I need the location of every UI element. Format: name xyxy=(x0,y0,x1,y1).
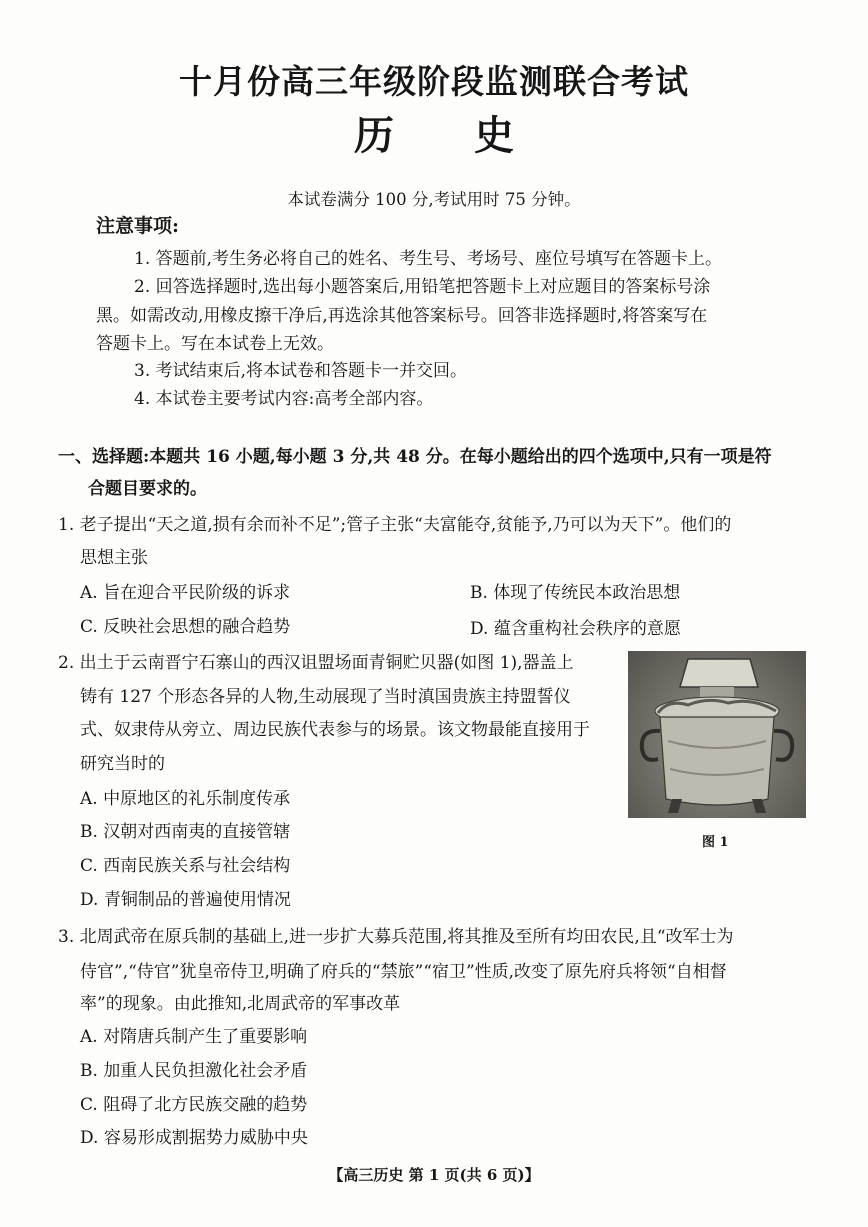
option-c: C. 西南民族关系与社会结构 xyxy=(80,856,291,876)
question-stem: 式、奴隶侍从旁立、周边民族代表参与的场景。该文物最能直接用于 xyxy=(80,720,590,740)
note-line: 4. 本试卷主要考试内容:高考全部内容。 xyxy=(134,389,434,409)
note-line: 答题卡上。写在本试卷上无效。 xyxy=(96,334,334,354)
option-a: A. 中原地区的礼乐制度传承 xyxy=(80,789,291,809)
section-heading: 合题目要求的。 xyxy=(88,479,207,499)
page-footer: 【高三历史 第 1 页(共 6 页)】 xyxy=(328,1166,540,1184)
question-stem: 1. 老子提出“天之道,损有余而补不足”;管子主张“夫富能夺,贫能予,乃可以为天下”。他们的 xyxy=(58,515,732,535)
figure-caption: 图 1 xyxy=(702,835,729,850)
note-line: 黑。如需改动,用橡皮擦干净后,再选涂其他答案标号。回答非选择题时,将答案写在 xyxy=(96,306,708,326)
section-heading: 一、选择题:本题共 16 小题,每小题 3 分,共 48 分。在每小题给出的四个选项中,只有一项是符 xyxy=(58,447,772,467)
exam-info: 本试卷满分 100 分,考试用时 75 分钟。 xyxy=(287,190,581,209)
note-line: 3. 考试结束后,将本试卷和答题卡一并交回。 xyxy=(134,361,468,381)
notes-heading: 注意事项: xyxy=(96,215,180,237)
option-b: B. 汉朝对西南夷的直接管辖 xyxy=(80,822,291,842)
option-a: A. 旨在迎合平民阶级的诉求 xyxy=(80,583,291,603)
subject-title: 历史 xyxy=(354,112,594,159)
option-d: D. 蕴含重构社会秩序的意愿 xyxy=(470,619,681,639)
option-d: D. 容易形成割据势力威胁中央 xyxy=(80,1128,308,1148)
question-stem: 侍官”,“侍官”犹皇帝侍卫,明确了府兵的“禁旅”“宿卫”性质,改变了原先府兵将领“自相督 xyxy=(80,962,727,982)
option-c: C. 反映社会思想的融合趋势 xyxy=(80,617,291,637)
note-line: 1. 答题前,考生务必将自己的姓名、考生号、考场号、座位号填写在答题卡上。 xyxy=(134,249,723,269)
question-stem: 2. 出土于云南晋宁石寨山的西汉诅盟场面青铜贮贝器(如图 1),器盖上 xyxy=(58,653,574,673)
question-stem: 铸有 127 个形态各异的人物,生动展现了当时滇国贵族主持盟誓仪 xyxy=(80,687,571,707)
question-stem: 3. 北周武帝在原兵制的基础上,进一步扩大募兵范围,将其推及至所有均田农民,且“改军士为 xyxy=(58,927,734,947)
exam-title: 十月份高三年级阶段监测联合考试 xyxy=(179,62,689,101)
question-stem: 研究当时的 xyxy=(80,754,165,774)
question-stem: 率”的现象。由此推知,北周武帝的军事改革 xyxy=(80,994,401,1014)
option-c: C. 阻碍了北方民族交融的趋势 xyxy=(80,1095,308,1115)
question-stem: 思想主张 xyxy=(80,548,148,568)
bronze-cowrie-container-photo xyxy=(628,651,806,818)
option-b: B. 体现了传统民本政治思想 xyxy=(470,583,681,603)
option-a: A. 对隋唐兵制产生了重要影响 xyxy=(80,1027,308,1047)
option-b: B. 加重人民负担激化社会矛盾 xyxy=(80,1061,308,1081)
note-line: 2. 回答选择题时,选出每小题答案后,用铅笔把答题卡上对应题目的答案标号涂 xyxy=(134,277,711,297)
option-d: D. 青铜制品的普遍使用情况 xyxy=(80,890,291,910)
